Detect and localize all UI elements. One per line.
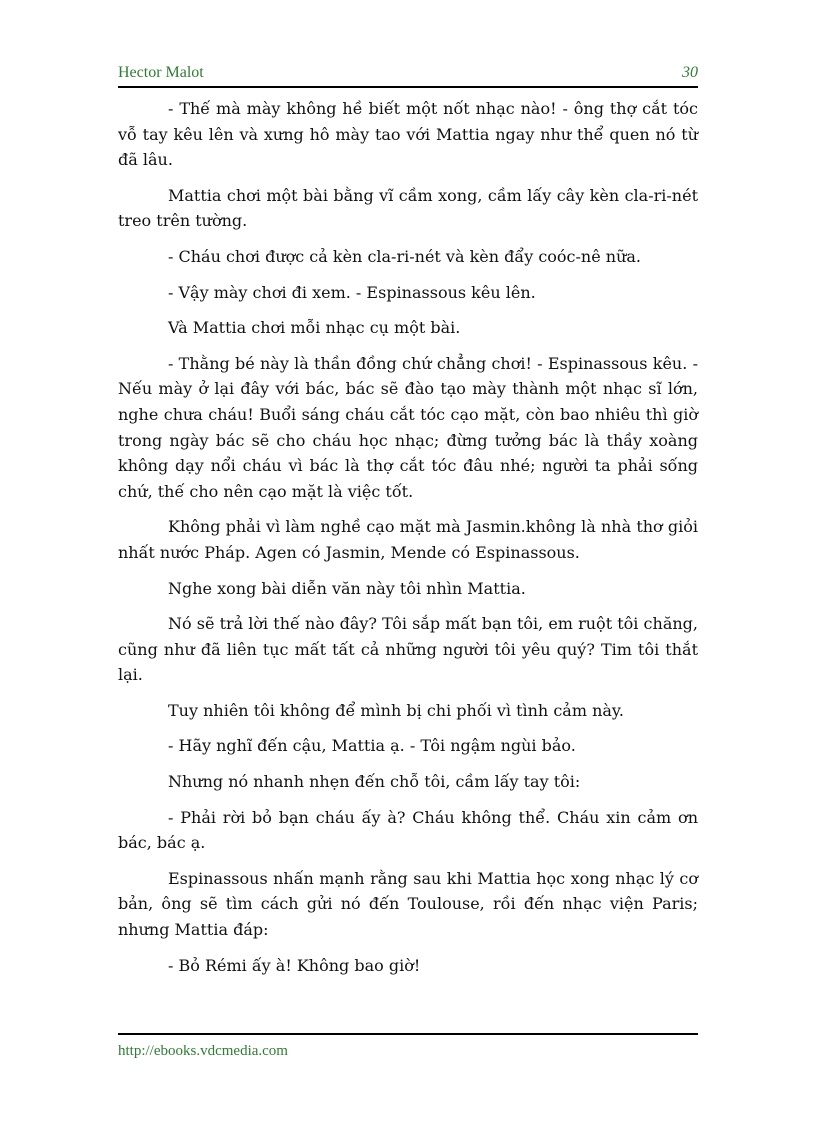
paragraph: Nó sẽ trả lời thế nào đây? Tôi sắp mất bạn tôi, em ruột tôi chăng, cũng như đã liên tục mất tất cả những người tôi yêu quý? Tim tôi thắt lại. xyxy=(118,614,698,685)
header-author: Hector Malot xyxy=(118,64,204,81)
paragraph: - Cháu chơi được cả kèn cla-ri-nét và kèn đẩy coóc-nê nữa. xyxy=(168,246,641,266)
paragraph: - Vậy mày chơi đi xem. - Espinassous kêu lên. xyxy=(168,282,536,302)
paragraph: Nhưng nó nhanh nhẹn đến chỗ tôi, cầm lấy tay tôi: xyxy=(168,772,581,792)
paragraph: - Phải rời bỏ bạn cháu ấy à? Cháu không thể. Cháu xin cảm ơn bác, bác ạ. xyxy=(118,807,698,853)
paragraph: Không phải vì làm nghề cạo mặt mà Jasmin.không là nhà thơ giỏi nhất nước Pháp. Agen có Jasmin, Mende có Espinassous. xyxy=(118,517,698,562)
footer-url[interactable]: http://ebooks.vdcmedia.com xyxy=(118,1043,288,1059)
footer-divider xyxy=(118,1033,698,1035)
header-divider xyxy=(118,86,698,88)
page-body xyxy=(118,96,698,988)
paragraph: Mattia chơi một bài bằng vĩ cầm xong, cầm lấy cây kèn cla-ri-nét treo trên tường. xyxy=(118,185,698,231)
paragraph: - Thằng bé này là thần đồng chứ chẳng chơi! - Espinassous kêu. - Nếu mày ở lại đây với bác, bác sẽ đào tạo mày thành một nhạc sĩ lớn, nghe chưa cháu! Buổi sáng cháu cắt tóc cạo mặt, còn bao nhiêu thì giờ trong ngày bác sẽ cho cháu học nhạc; đừng tưởng bác là thầy xoàng không dạy nổi cháu vì bác là thợ cắt tóc đâu nhé; người ta phải sống chứ, thế cho nên cạo mặt là việc tốt. xyxy=(118,353,698,501)
paragraph: - Bỏ Rémi ấy à! Không bao giờ! xyxy=(168,955,421,975)
page-number: 30 xyxy=(682,64,698,81)
paragraph: Và Mattia chơi mỗi nhạc cụ một bài. xyxy=(168,318,461,338)
paragraph: - Thế mà mày không hề biết một nốt nhạc nào! - ông thợ cắt tóc vỗ tay kêu lên và xưng hô mày tao với Mattia ngay như thể quen nó từ đã lâu. xyxy=(118,99,698,170)
paragraph: - Hãy nghĩ đến cậu, Mattia ạ. - Tôi ngậm ngùi bảo. xyxy=(168,736,576,756)
paragraph: Nghe xong bài diễn văn này tôi nhìn Mattia. xyxy=(168,578,526,598)
page-header xyxy=(118,64,698,86)
paragraph: Espinassous nhấn mạnh rằng sau khi Mattia học xong nhạc lý cơ bản, ông sẽ tìm cách gửi nó đến Toulouse, rồi đến nhạc viện Paris; nhưng Mattia đáp: xyxy=(118,868,698,940)
paragraph: Tuy nhiên tôi không để mình bị chi phối vì tình cảm này. xyxy=(168,700,624,720)
